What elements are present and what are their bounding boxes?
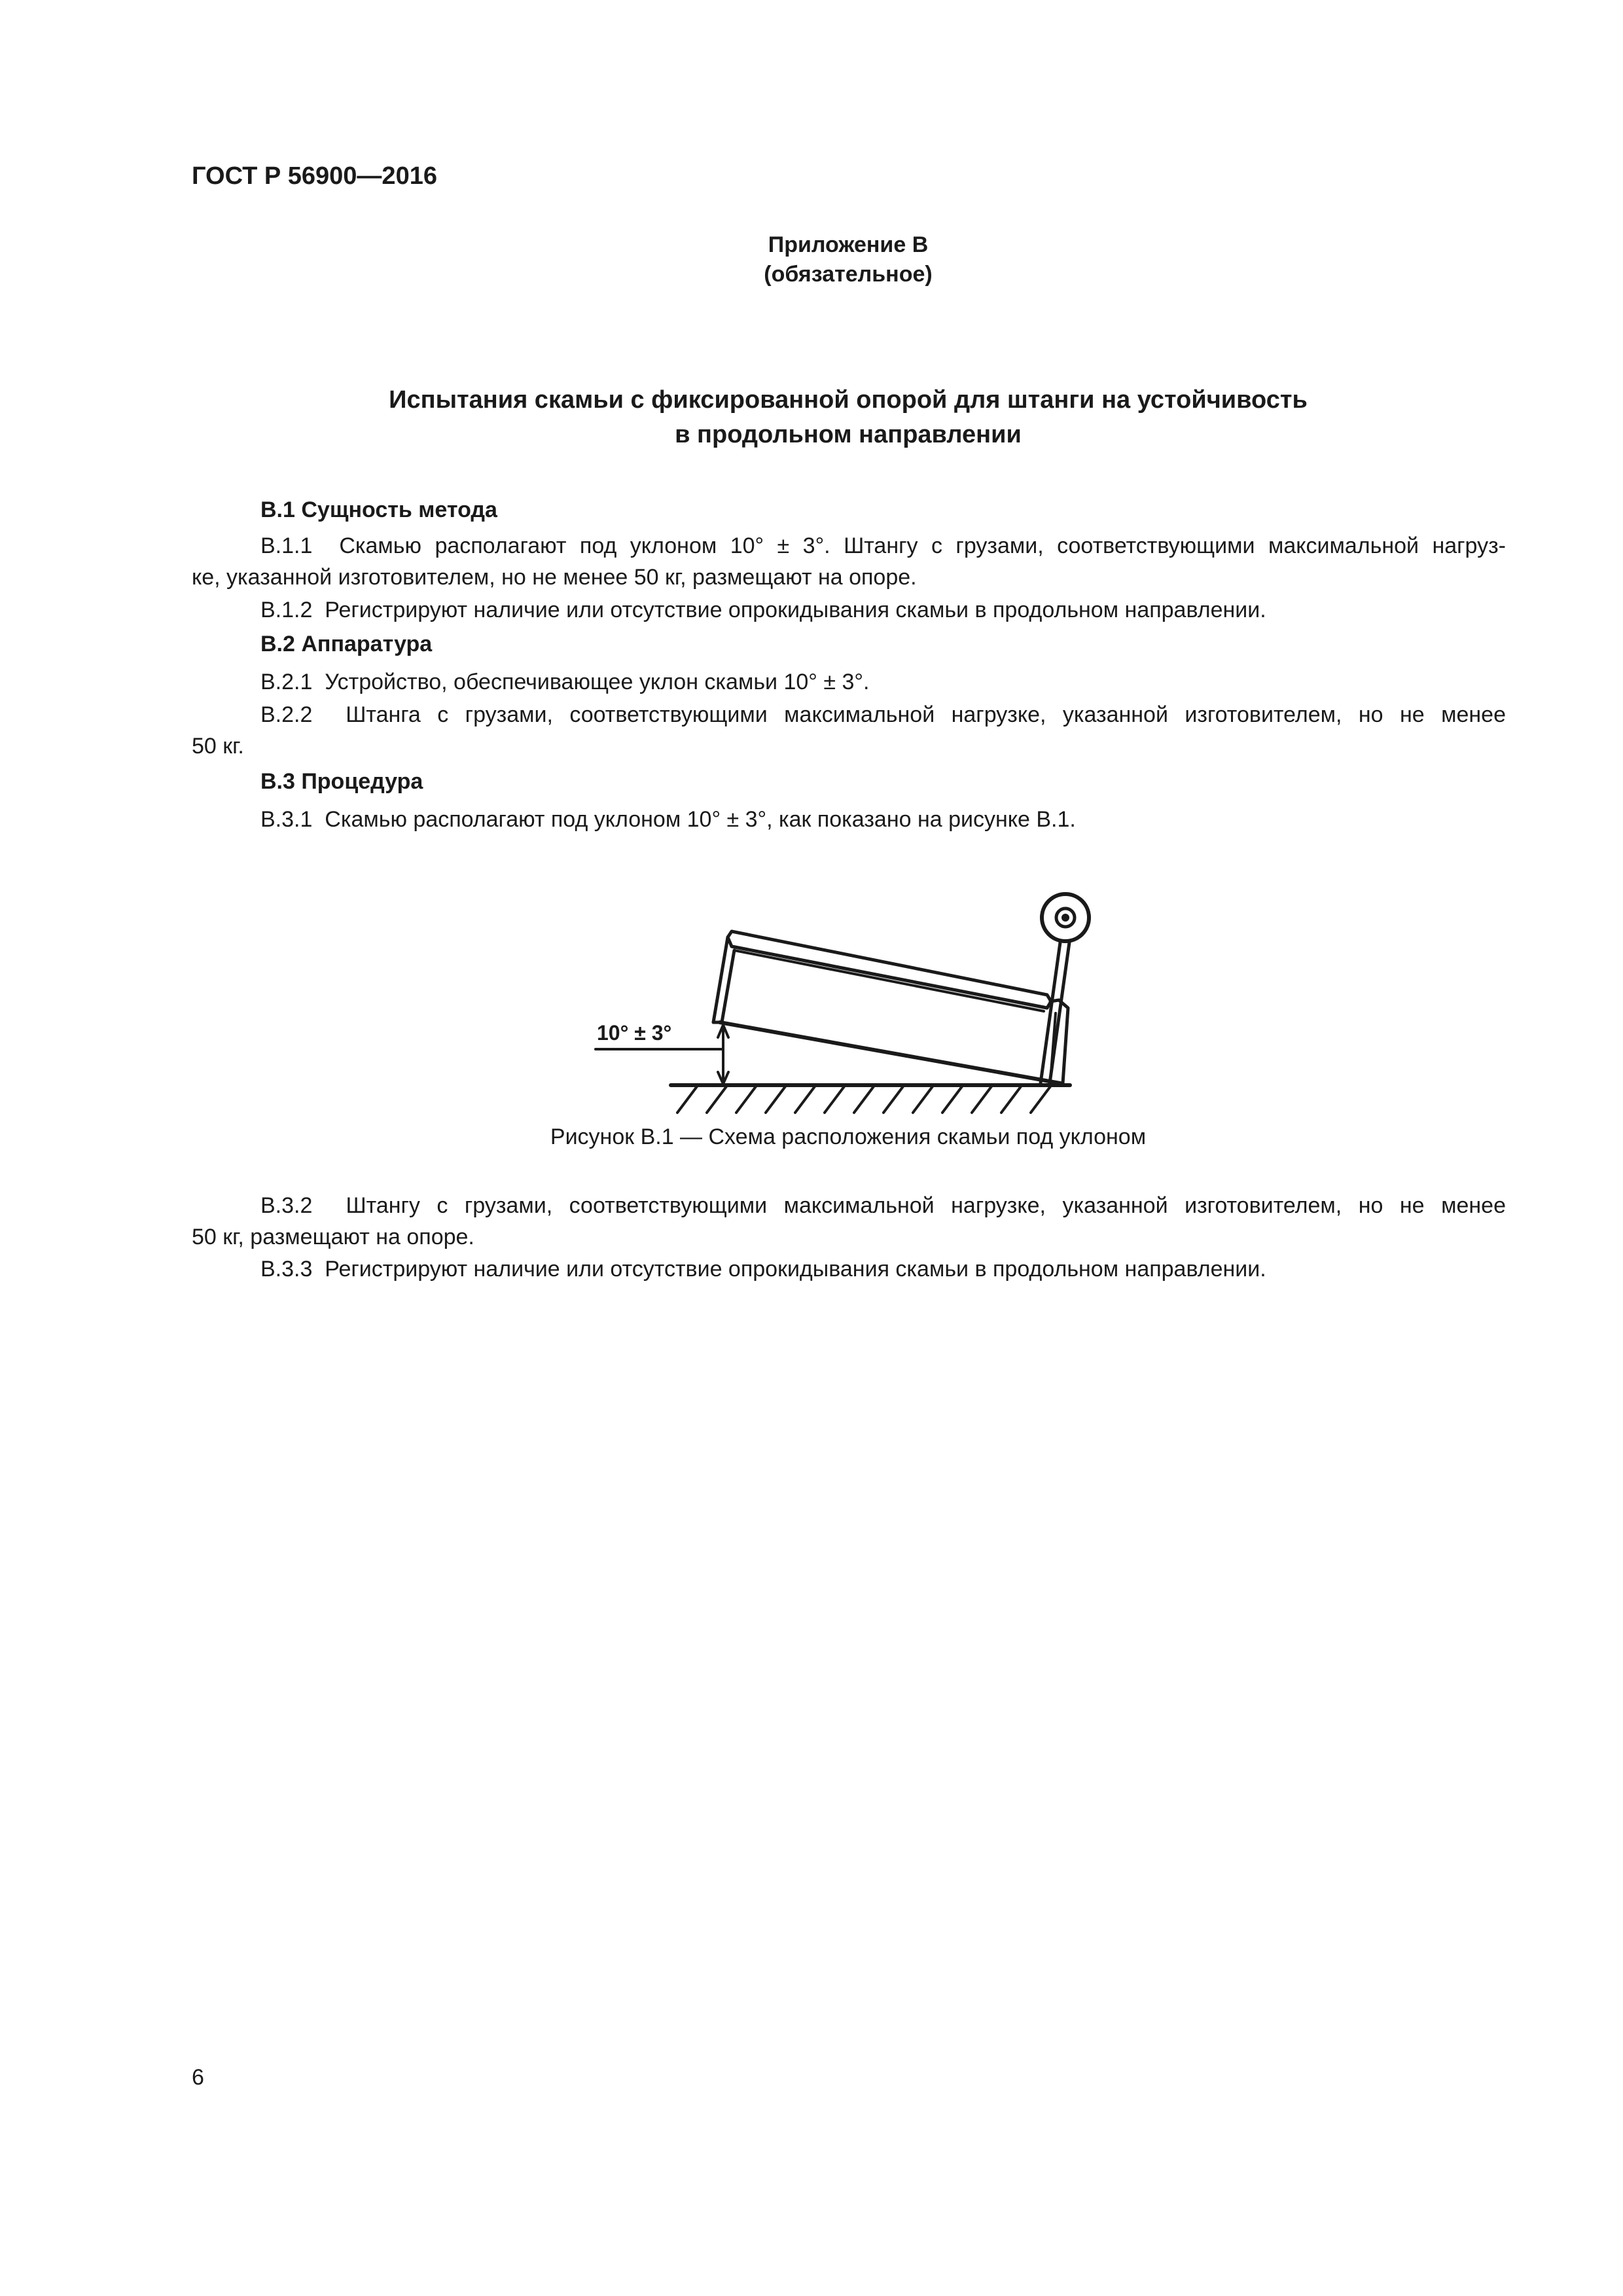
angle-label: 10° ± 3° [597,1021,672,1045]
section-heading-b3: В.3 Процедура [260,769,423,794]
clause-text-line-1: Скамью располагают под уклоном 10° ± 3°. Штангу с грузами, соответствующими максимальной нагруз- [339,533,1506,558]
clause-number: В.1.2 [260,598,313,622]
clause-number: В.2.2 [260,702,313,727]
document-title-line-2: в продольном направлении [675,421,1022,448]
clause-text-line-1: Штанга с грузами, соответствующими максимальной нагрузке, указанной изготовителем, но не менее [346,702,1506,727]
paragraph-b3-3 [192,1253,1506,1285]
clause-text-line-2: 50 кг. [192,734,244,759]
bench-seat [728,931,1051,1008]
clause-text: Скамью располагают под уклоном 10° ± 3°, как показано на рисунке В.1. [325,807,1076,832]
section-heading-b2: В.2 Аппаратура [260,632,433,656]
clause-text-line-2: ке, указанной изготовителем, но не менее 50 кг, размещают на опоре. [192,565,917,590]
bench-frame-rail [734,950,1044,1011]
annex-status: (обязательное) [764,262,933,287]
incline-base-line [720,1022,1060,1083]
clause-text-line-1: Штангу с грузами, соответствующими максимальной нагрузке, указанной изготовителем, но не менее [346,1193,1506,1218]
clause-number: В.3.2 [260,1193,313,1218]
standard-designation: ГОСТ Р 56900—2016 [192,162,437,190]
ground-hatching [677,1086,1050,1113]
clause-number: В.3.3 [260,1257,313,1282]
barbell-support-post [1041,942,1060,1083]
paragraph-b3-2 [192,1190,1506,1253]
section-heading-b1: В.1 Сущность метода [260,497,497,522]
clause-text: Регистрируют наличие или отсутствие опрокидывания скамьи в продольном направлении. [325,598,1266,622]
annex-title: Приложение В [768,232,929,257]
clause-number: В.1.1 [260,533,313,558]
page-number: 6 [192,2065,204,2090]
clause-text: Регистрируют наличие или отсутствие опрокидывания скамьи в продольном направлении. [325,1257,1266,1282]
clause-text: Устройство, обеспечивающее уклон скамьи 10° ± 3°. [325,670,870,694]
figure-caption: Рисунок В.1 — Схема расположения скамьи под уклоном [550,1124,1147,1149]
clause-text-line-2: 50 кг, размещают на опоре. [192,1225,474,1249]
bench-rear-leg [713,937,734,1022]
document-title-line-1: Испытания скамьи с фиксированной опорой для штанги на устойчивость [389,386,1308,414]
clause-number: В.3.1 [260,807,313,832]
clause-number: В.2.1 [260,670,313,694]
